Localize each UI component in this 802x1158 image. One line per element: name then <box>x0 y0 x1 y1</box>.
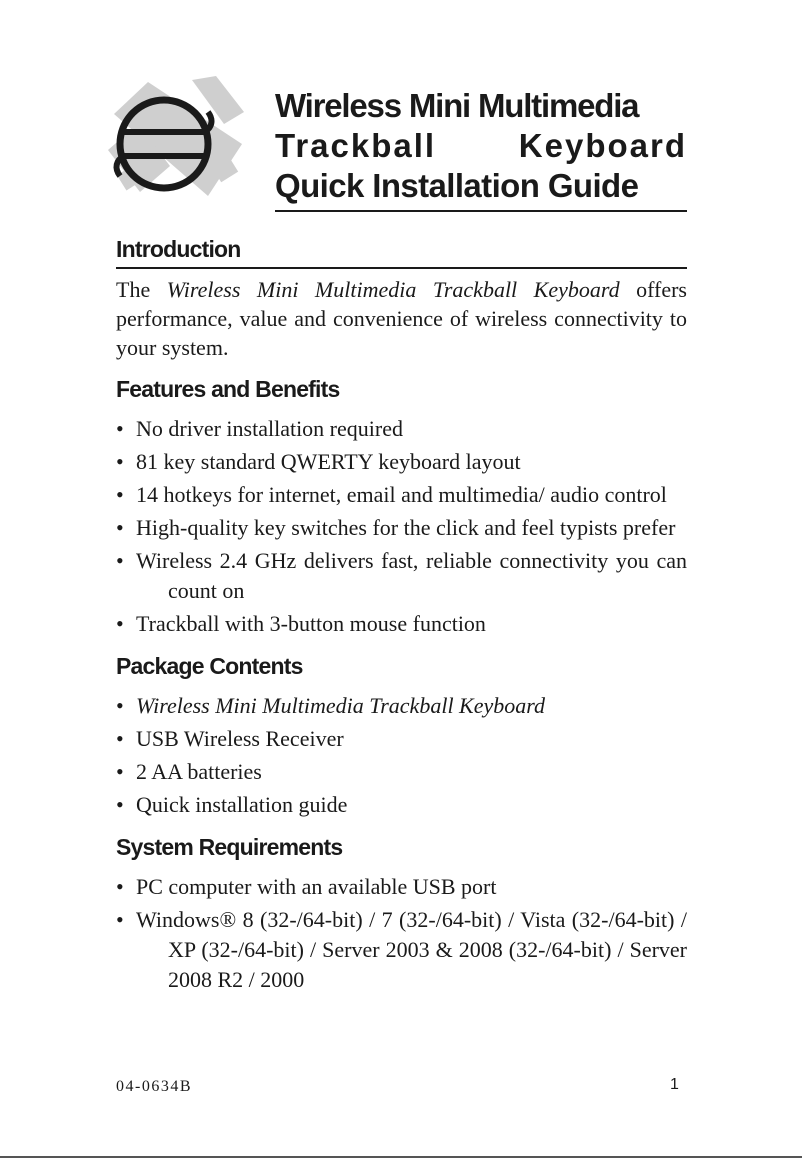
list-item-text: 2 AA batteries <box>136 759 262 784</box>
list-item: • Wireless Mini Multimedia Trackball Keyboard <box>116 693 545 718</box>
intro-product-name: Wireless Mini Multimedia Trackball Keyboard <box>166 277 620 302</box>
list-item: • Trackball with 3-button mouse function <box>116 611 486 636</box>
requirements-list <box>116 872 687 995</box>
features-list <box>116 414 687 639</box>
siig-logo-icon <box>104 72 248 202</box>
list-item-text: 14 hotkeys for internet, email and multimedia/ audio control <box>136 482 667 507</box>
list-item: • Quick installation guide <box>116 792 348 817</box>
requirements-heading: System Requirements <box>116 834 343 860</box>
list-item: • 81 key standard QWERTY keyboard layout <box>116 449 521 474</box>
list-item-text: 81 key standard QWERTY keyboard layout <box>136 449 521 474</box>
list-item: • Windows® 8 (32-/64-bit) / 7 (32-/64-bit) / Vista (32-/64-bit) / XP (32-/64-bit) / Server 2003 & 2008 (32-/64-bit) / Server 2008 R2 / 2000 <box>116 907 687 992</box>
list-item-text: No driver installation required <box>136 416 403 441</box>
introduction-heading: Introduction <box>116 234 687 269</box>
title-line-3: Quick Installation Guide <box>275 167 639 204</box>
list-item: • Wireless 2.4 GHz delivers fast, reliable connectivity you can count on <box>116 548 687 603</box>
title-divider <box>275 210 687 212</box>
list-item-text: Windows® 8 (32-/64-bit) / 7 (32-/64-bit) / Vista (32-/64-bit) / XP (32-/64-bit) / Server 2003 & 2008 (32-/64-bit) / Server 2008 R2 / 2000 <box>136 907 687 992</box>
document-body <box>116 234 687 998</box>
list-item-text: PC computer with an available USB port <box>136 874 497 899</box>
list-item: • USB Wireless Receiver <box>116 726 344 751</box>
title-line-2: Trackball Keyboard <box>275 127 687 164</box>
list-item-text: USB Wireless Receiver <box>136 726 344 751</box>
list-item: • No driver installation required <box>116 416 403 441</box>
title-line-1: Wireless Mini Multimedia <box>275 87 639 124</box>
list-item-text: Quick installation guide <box>136 792 348 817</box>
page-number: 1 <box>670 1076 679 1093</box>
document-title <box>275 86 687 212</box>
package-heading: Package Contents <box>116 653 303 679</box>
list-item: • 2 AA batteries <box>116 759 262 784</box>
list-item-text: Trackball with 3-button mouse function <box>136 611 486 636</box>
list-item-text: Wireless 2.4 GHz delivers fast, reliable connectivity you can count on <box>136 548 687 603</box>
list-item: • PC computer with an available USB port <box>116 874 497 899</box>
list-item-text: High-quality key switches for the click and feel typists prefer <box>136 515 676 540</box>
introduction-paragraph <box>116 275 687 362</box>
list-item: • 14 hotkeys for internet, email and multimedia/ audio control <box>116 482 667 507</box>
intro-text-before: The <box>116 277 167 302</box>
list-item-text: Wireless Mini Multimedia Trackball Keyboard <box>136 693 545 718</box>
package-list <box>116 691 687 820</box>
features-heading: Features and Benefits <box>116 376 340 402</box>
document-code: 04-0634B <box>116 1078 192 1095</box>
intro-text-after: offers performance, value and convenience of wireless connectivity to your system. <box>116 277 687 360</box>
list-item: • High-quality key switches for the click and feel typists prefer <box>116 515 676 540</box>
